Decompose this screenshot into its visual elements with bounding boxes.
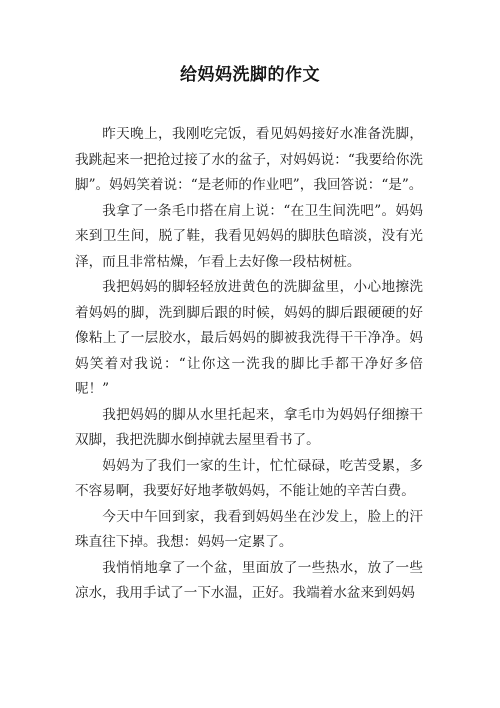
paragraph-6: 今天中午回到家，我看到妈妈坐在沙发上，脸上的汗珠直往下掉。我想：妈妈一定累了。 [75, 508, 423, 550]
document-title: 给妈妈洗脚的作文 [180, 65, 320, 85]
paragraph-5: 妈妈为了我们一家的生计，忙忙碌碌，吃苦受累，多不容易啊，我要好好地孝敬妈妈，不能让她的辛苦白费。 [75, 457, 423, 499]
paragraph-3: 我把妈妈的脚轻轻放进黄色的洗脚盆里，小心地擦洗着妈妈的脚，洗到脚后跟的时候，妈妈的脚后跟硬硬的好像粘上了一层胶水，最后妈妈的脚被我洗得干干净净。妈妈笑着对我说：“让你这一洗我的脚比手都干净好多倍呢！” [75, 279, 423, 397]
paragraph-7: 我悄悄地拿了一个盆，里面放了一些热水，放了一些凉水，我用手试了一下水温，正好。我端着水盆来到妈妈 [75, 559, 423, 601]
paragraph-2: 我拿了一条毛巾搭在肩上说：“在卫生间洗吧”。妈妈来到卫生间，脱了鞋，我看见妈妈的脚肤色暗淡，没有光泽，而且非常枯燥，乍看上去好像一段枯树桩。 [75, 202, 423, 270]
paragraph-1: 昨天晚上，我刚吃完饭，看见妈妈接好水准备洗脚，我跳起来一把抢过接了水的盆子，对妈妈说：“我要给你洗脚”。妈妈笑着说：“是老师的作业吧”，我回答说：“是”。 [75, 126, 423, 193]
document-body [75, 122, 423, 607]
paragraph-4: 我把妈妈的脚从水里托起来，拿毛巾为妈妈仔细擦干双脚，我把洗脚水倒掉就去屋里看书了。 [75, 406, 423, 448]
